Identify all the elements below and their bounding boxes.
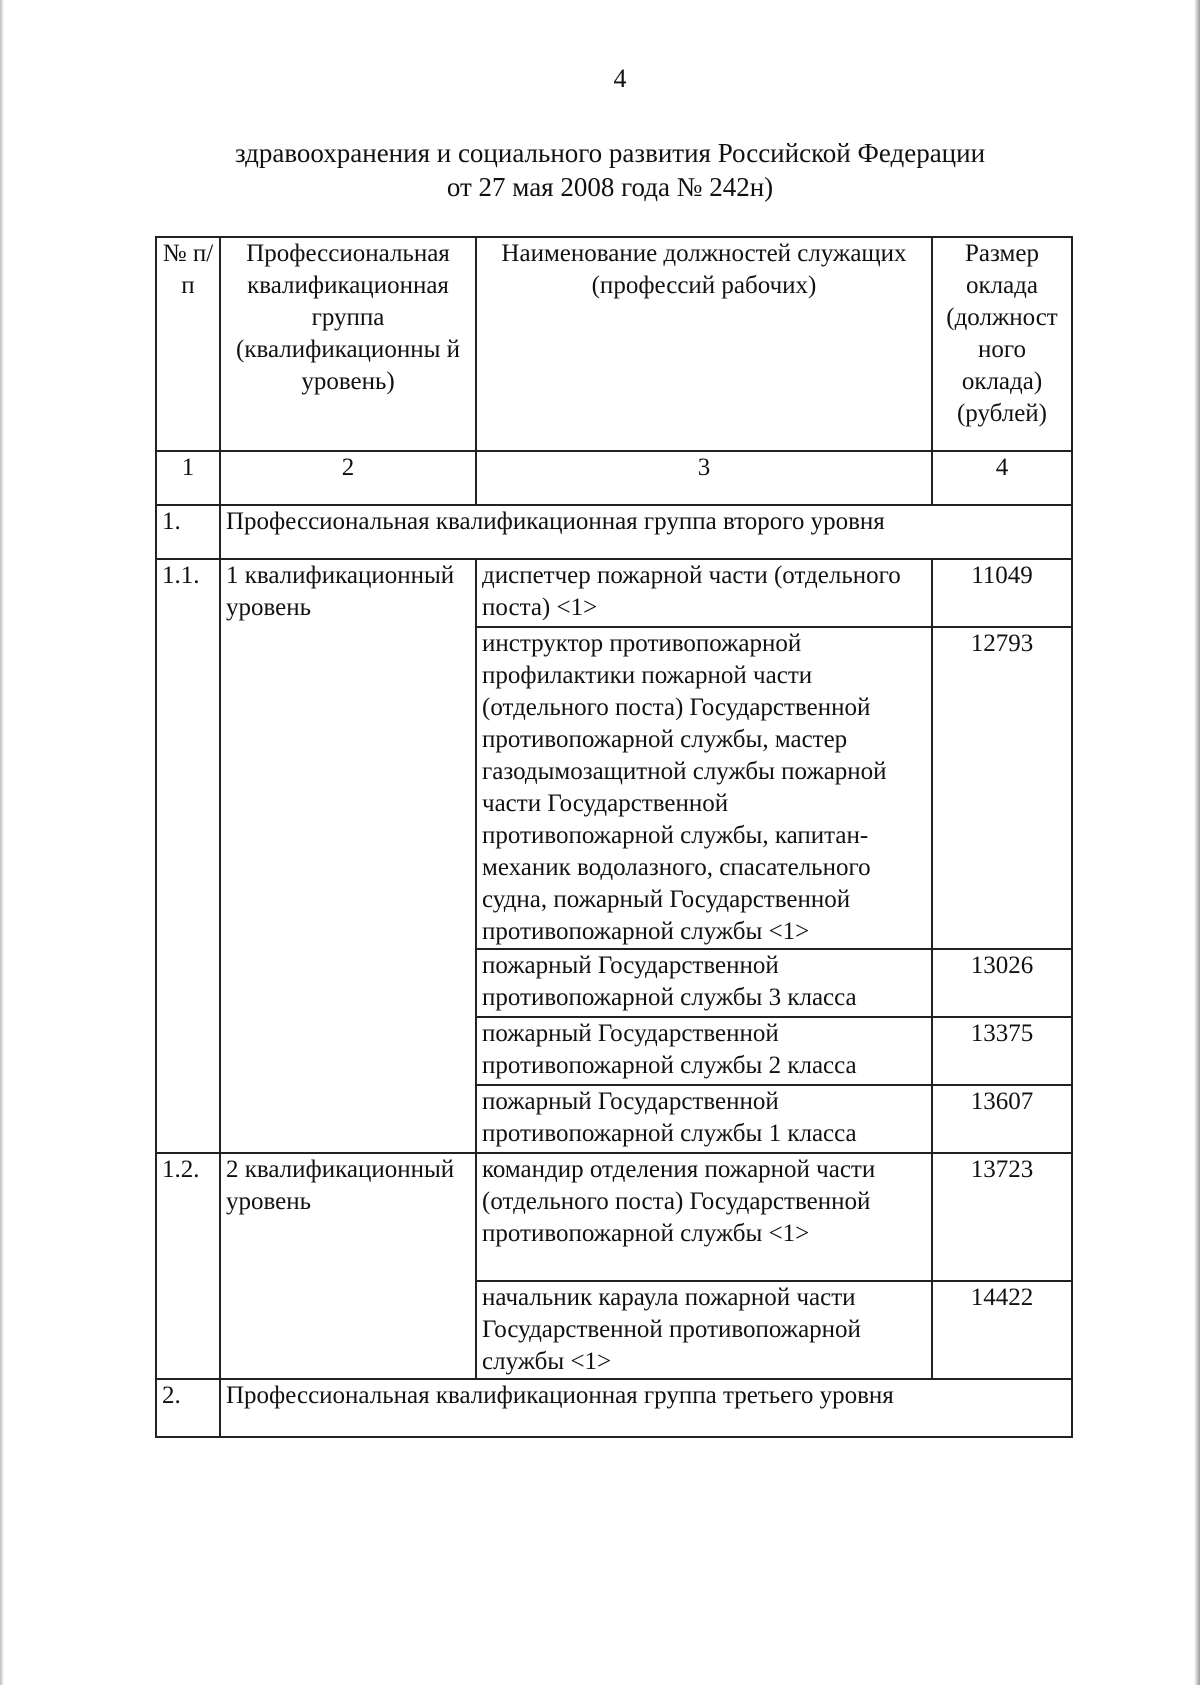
position-title: пожарный Государственной противопожарной службы 1 класса (476, 1085, 932, 1153)
level-name: 2 квалификационный уровень (220, 1153, 476, 1379)
section-number: 1. (156, 505, 220, 559)
col-number: 1 (156, 451, 220, 505)
position-salary: 13607 (932, 1085, 1072, 1153)
position-salary: 14422 (932, 1281, 1072, 1379)
section-title: Профессиональная квалификационная группа третьего уровня (220, 1379, 1072, 1437)
salary-table (155, 236, 1073, 1438)
page-number: 4 (613, 64, 627, 93)
scan-edge-left (0, 0, 4, 1685)
col-header-group: Профессиональная квалификационная группа (квалификационны й уровень) (220, 237, 476, 451)
level-number: 1.1. (156, 559, 220, 1153)
position-title: инструктор противопожарной профилактики пожарной части (отдельного поста) Государственной противопожарной службы, мастер газодымозащитной службы пожарной части Государственной противопожарной службы, капитан-механик водолазного, спасательного судна, пожарный Государственной противопожарной службы <1> (476, 627, 932, 949)
section-row (156, 505, 1072, 559)
col-number: 2 (220, 451, 476, 505)
col-number: 3 (476, 451, 932, 505)
header-line-2: от 27 мая 2008 года № 242н) (446, 172, 774, 202)
position-title: диспетчер пожарной части (отдельного поста) <1> (476, 559, 932, 627)
col-number: 4 (932, 451, 1072, 505)
level-name: 1 квалификационный уровень (220, 559, 476, 1153)
table-row (156, 1153, 1072, 1281)
section-number: 2. (156, 1379, 220, 1437)
position-title: пожарный Государственной противопожарной службы 2 класса (476, 1017, 932, 1085)
position-salary: 13026 (932, 949, 1072, 1017)
scan-edge-right (1194, 0, 1200, 1685)
document-header (150, 136, 1070, 204)
column-number-row (156, 451, 1072, 505)
col-header-salary: Размер оклада (должност ного оклада) (рублей) (932, 237, 1072, 451)
level-number: 1.2. (156, 1153, 220, 1379)
table-header-row (156, 237, 1072, 451)
section-title: Профессиональная квалификационная группа второго уровня (220, 505, 1072, 559)
position-title: начальник караула пожарной части Государственной противопожарной службы <1> (476, 1281, 932, 1379)
position-salary: 13375 (932, 1017, 1072, 1085)
table-row (156, 559, 1072, 627)
position-title: командир отделения пожарной части (отдельного поста) Государственной противопожарной службы <1> (476, 1153, 932, 1281)
header-line-1: здравоохранения и социального развития Российской Федерации (234, 138, 986, 168)
position-salary: 11049 (932, 559, 1072, 627)
section-row (156, 1379, 1072, 1437)
position-title: пожарный Государственной противопожарной службы 3 класса (476, 949, 932, 1017)
position-salary: 13723 (932, 1153, 1072, 1281)
position-salary: 12793 (932, 627, 1072, 949)
col-header-number: № п/п (156, 237, 220, 451)
col-header-position: Наименование должностей служащих (профессий рабочих) (476, 237, 932, 451)
